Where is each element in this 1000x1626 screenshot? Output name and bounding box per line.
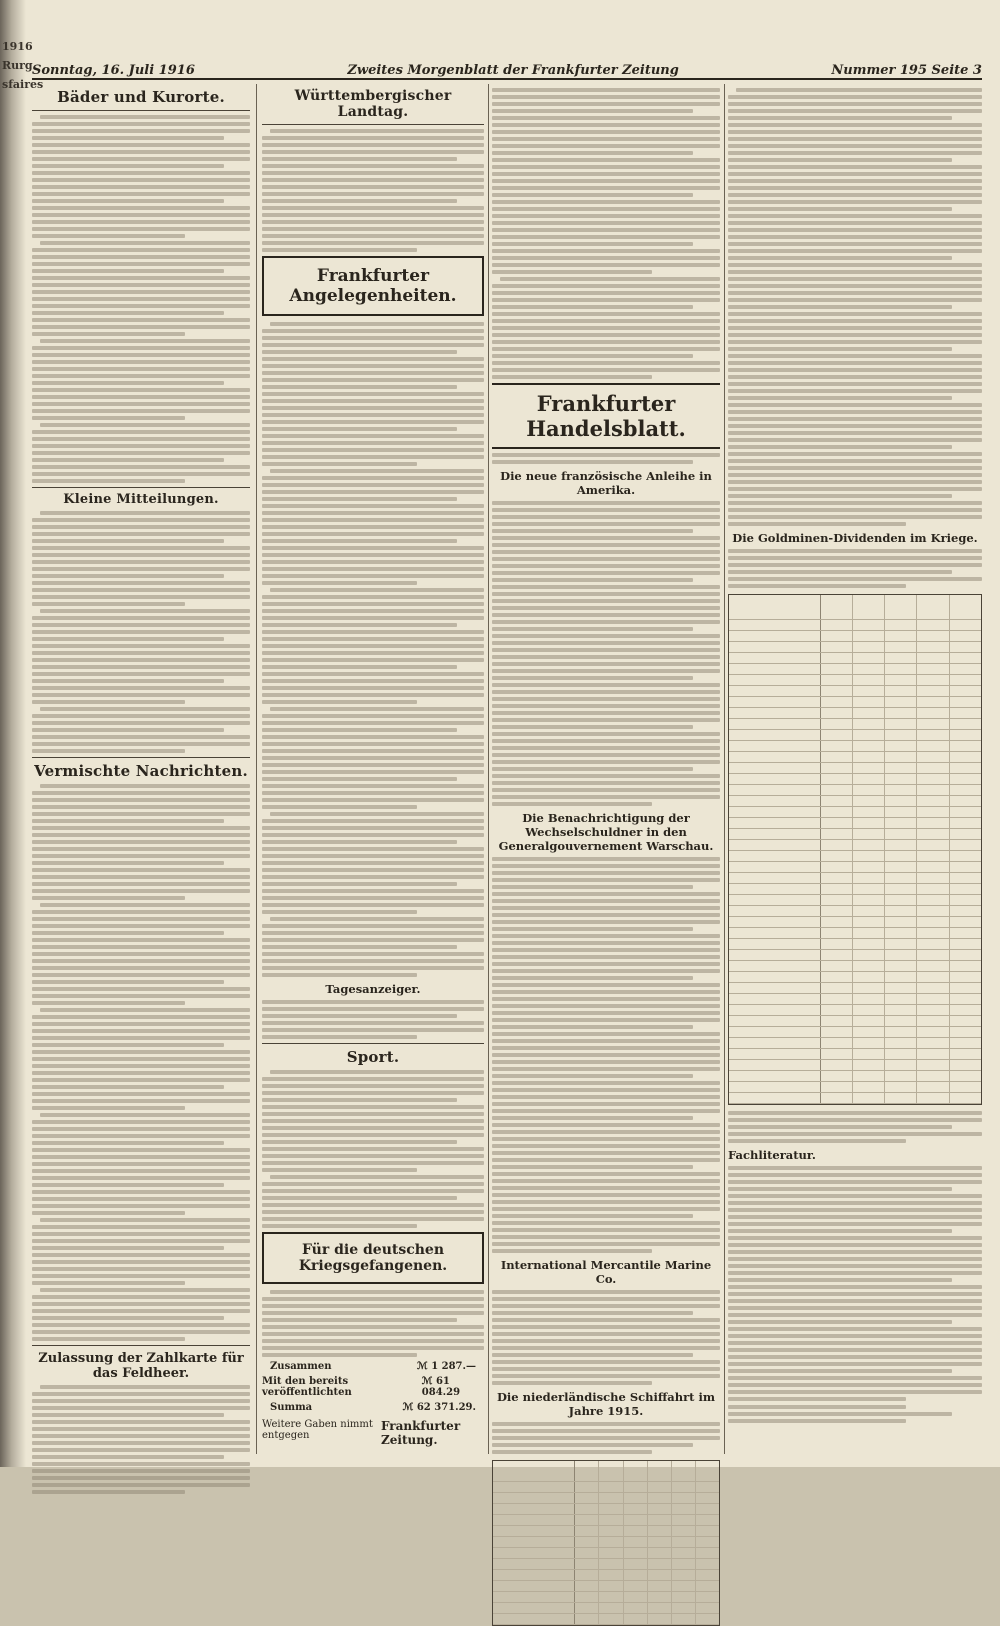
donation-previous-row (262, 1376, 484, 1398)
closing-line (262, 1419, 484, 1447)
section-title-zahlkarte: Zulassung der Zahlkarte für das Feldheer. (38, 1351, 244, 1381)
column-1 (32, 84, 250, 1454)
section-title-baeder: Bäder und Kurorte. (57, 88, 225, 106)
section-title-handelsblatt: Frankfurter Handelsblatt. (492, 383, 720, 449)
article-body (262, 129, 484, 252)
total-value: ℳ 1 287.— (417, 1361, 476, 1372)
section-title-sport: Sport. (346, 1048, 400, 1066)
prev-page-fragment: 1916 (2, 40, 33, 53)
article-body (492, 1422, 720, 1454)
donation-total-row (270, 1361, 476, 1372)
header-date: Sonntag, 16. Juli 1916 (32, 63, 195, 78)
section-title-tagesanzeiger: Tagesanzeiger. (325, 982, 421, 996)
article-body (262, 1000, 484, 1039)
column-rule (724, 84, 725, 1454)
article-body (32, 511, 250, 753)
article-body (32, 1385, 250, 1494)
article-body (492, 501, 720, 806)
divider (262, 124, 484, 125)
subhead-niederlaendische-schiffahrt: Die niederländische Schiffahrt im Jahre 1915. (496, 1390, 716, 1418)
article-body (492, 453, 720, 464)
article-body (492, 857, 720, 1253)
section-title-kriegsgefangenen: Für die deutschen Kriegsgefangenen. (262, 1232, 484, 1284)
closing-text: Weitere Gaben nimmt entgegen (262, 1419, 373, 1441)
table-footnotes (728, 1111, 982, 1143)
column-rule (488, 84, 489, 1454)
subhead-goldminen: Die Goldminen-Dividenden im Kriege. (732, 531, 978, 545)
prev-page-fragment: sfaires (2, 78, 44, 91)
header-page-number: Nummer 195 Seite 3 (831, 63, 982, 78)
shipping-statistics-table (492, 1460, 720, 1626)
column-3 (492, 84, 720, 1454)
column-2 (262, 84, 484, 1454)
section-title-kleine-mitteilungen: Kleine Mitteilungen. (63, 492, 219, 507)
page-header (32, 56, 982, 80)
footnotes (728, 1405, 982, 1423)
article-body (492, 88, 720, 379)
previous-label: Mit den bereits veröffentlichten (262, 1376, 352, 1398)
section-title-frankfurter-angelegenheiten: Frankfurter Angelegenheiten. (262, 256, 484, 316)
article-body (492, 1290, 720, 1385)
header-edition: Zweites Morgenblatt der Frankfurter Zeitung (347, 63, 679, 78)
closing-signature: Frankfurter Zeitung. (380, 1419, 461, 1447)
previous-value: ℳ 61 084.29 (421, 1376, 461, 1398)
donation-sum-row (270, 1402, 476, 1413)
total-label: Zusammen (270, 1361, 332, 1372)
article-body (262, 322, 484, 977)
prev-page-fragment: Rurg (2, 59, 33, 72)
article-body (32, 784, 250, 1341)
divider (32, 757, 250, 758)
subhead-wechselschuldner: Die Benachrichtigung der Wechselschuldner in den Generalgouvernement Warschau. (498, 811, 714, 853)
article-body (32, 115, 250, 483)
subhead-franzoesische-anleihe: Die neue französische Anleihe in Amerika. (500, 469, 712, 497)
subhead-fachliteratur: Fachliteratur. (728, 1148, 816, 1162)
article-body (728, 549, 982, 588)
divider (32, 110, 250, 111)
section-title-vermischte-nachrichten: Vermischte Nachrichten. (34, 762, 248, 780)
sum-label: Summa (270, 1402, 313, 1413)
gold-mines-dividend-table (728, 594, 982, 1105)
divider (262, 1043, 484, 1044)
article-body (262, 1070, 484, 1228)
subhead-mercantile-marine: International Mercantile Marine Co. (500, 1258, 712, 1286)
article-body (262, 1290, 484, 1357)
sum-value: ℳ 62 371.29. (402, 1402, 476, 1413)
previous-page-edge (0, 40, 44, 1440)
divider (32, 1345, 250, 1346)
section-title-landtag: Württembergischer Landtag. (294, 88, 452, 120)
column-4 (728, 84, 982, 1454)
article-body (728, 88, 982, 526)
column-rule (256, 84, 257, 1454)
article-body (728, 1166, 982, 1401)
divider (32, 487, 250, 488)
